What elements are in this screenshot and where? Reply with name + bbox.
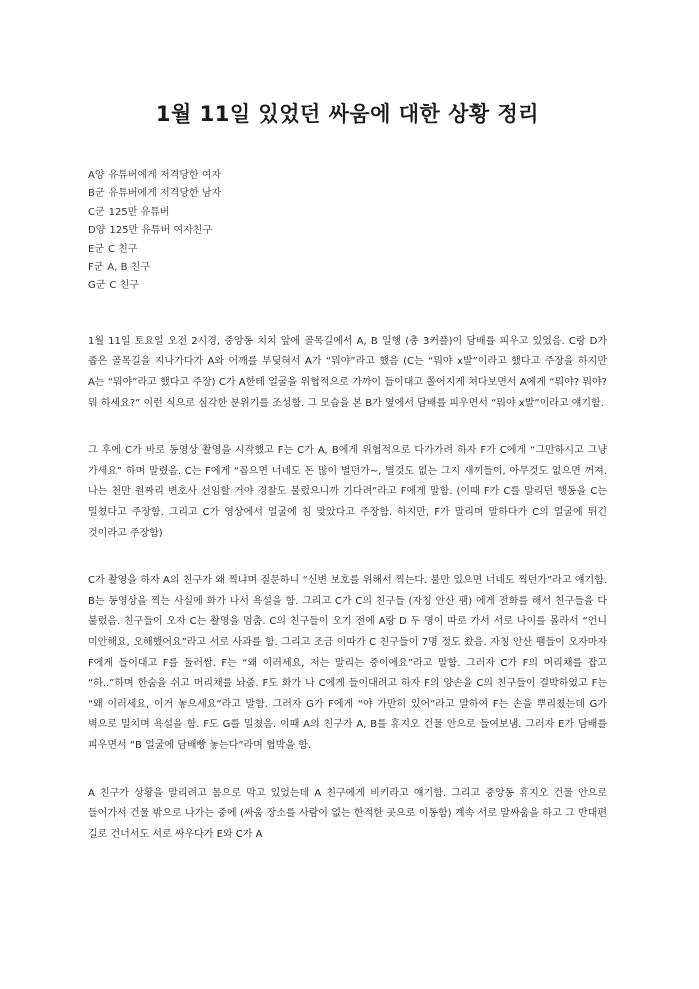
document-title: 1월 11일 있었던 싸움에 대한 상황 정리: [155, 102, 540, 126]
story-body: [88, 332, 607, 845]
cast-who: D양: [88, 225, 106, 237]
cast-who: E군: [88, 243, 104, 255]
cast-who: G군: [88, 280, 106, 292]
cast-list: [88, 167, 607, 296]
cast-item: [88, 222, 607, 240]
paragraph: C가 촬영을 하자 A의 친구가 왜 찍냐며 질문하니 “신변 보호를 위해서 찍는다. 불만 있으면 너네도 찍던가”라고 얘기함. B는 동영상을 찍는 사실에 화가 나서 욕설을 함. 그리고 C가 C의 친구들 (자칭 안산 팸) 에게 전화를 해서 친구들을 다 불렀음. 친구들이 오자 C는 촬영을 멈춤. C의 친구들이 오기 전에 A랑 D 두 명이 따로 가서 서로 나이를 몰라서 “언니 미안해요, 오해했어요”라고 서로 사과를 함. 그리고 조금 이따가 C 친구들이 7명 정도 왔음. 자칭 안산 팸들이 오자마자 F에게 들이대고 F를 둘러쌈. F는 “왜 이러세요, 저는 말리는 중이에요”라고 말함. 그러자 C가 F의 머리채를 잡고 “하..”하며 한숨을 쉬고 머리채를 놔줌. F도 화가 나 C에게 들이대려고 하자 F의 양손을 C의 친구들이 결박하였고 F는 “왜 이러세요, 이거 놓으세요”라고 말함. 그러자 G가 F에게 “야 가만히 있어”라고 말하여 F는 손을 뿌리쳤는데 G가 벽으로 밀치며 욕설을 함. F도 G를 밀쳤음. 이때 A의 친구가 A, B를 휴지오 건물 안으로 들여보냄. 그러자 E가 담배를 피우면서 “B 얼굴에 담배빵 놓는다”라며 협박을 함.: [88, 575, 607, 751]
cast-desc: A, B 친구: [107, 262, 150, 274]
cast-item: [88, 204, 607, 222]
paragraph: 그 후에 C가 바로 동영상 촬영을 시작했고 F는 C가 A, B에게 위협적으로 다가가려 하자 F가 C에게 “그만하시고 그냥 가세요” 하며 말렸음. C는 F에게 “꼽으면 너네도 돈 많이 벌던가~, 별것도 없는 그지 새끼들이, 아무것도 없으면 꺼져. 나는 천만 원짜리 변호사 선임할 거야 경찰도 불렀으니까 기다려”라고 F에게 말함. (이때 F가 C를 말리던 행동을 C는 밀쳤다고 주장함. 그리고 C가 영상에서 얼굴에 침 맞았다고 주장함. 하지만, F가 말리며 말하다가 C의 얼굴에 튀긴 것이라고 주장함): [88, 445, 607, 539]
cast-who: B군: [88, 188, 105, 200]
cast-item: [88, 259, 607, 277]
cast-who: A양: [88, 170, 105, 181]
cast-who: C군: [88, 206, 105, 218]
cast-desc: 125만 유튜버 여자친구: [109, 225, 213, 237]
cast-desc: C 친구: [109, 280, 139, 292]
cast-desc: 유튜버에게 저격당한 남자: [108, 188, 222, 200]
cast-item: [88, 241, 607, 259]
cast-desc: C 친구: [107, 243, 138, 255]
cast-who: F군: [88, 262, 104, 274]
paragraph: A 친구가 상황을 말리려고 몸으로 막고 있었는데 A 친구에게 비키라고 얘기함. 그리고 중앙동 휴지오 건물 안으로 들어가서 건물 밖으로 나가는 중에 (싸움 장소를 사람이 없는 한적한 곳으로 이동함) 계속 서로 말싸움을 하고 그 반대편 길로 건너서도 서로 싸우다가 E와 C가 A: [88, 787, 607, 840]
paragraph: 1월 11일 토요일 오전 2시경, 중앙동 치치 앞에 골목길에서 A, B 일행 (총 3커플)이 담배를 피우고 있었음. C랑 D가 좁은 골목길을 지나가다가 A와 어깨를 부딪혀서 A가 “뭐야”라고 했음 (C는 “뭐야 x발”이라고 했다고 주장을 하지만 A는 “뭐야”라고 했다고 주장) C가 A한테 얼굴을 위협적으로 가까이 들이대고 쫄어지게 쳐다보면서 A에게 “뭐야? 뭐야? 뭐 하세요?” 이런 식으로 심각한 분위기를 조성함. 그 모습을 본 B가 옆에서 담배를 피우면서 “뭐야 x발”이라고 얘기함.: [88, 335, 607, 409]
cast-item: [88, 167, 607, 185]
cast-item: [88, 277, 607, 295]
cast-desc: 125만 유튜버: [108, 206, 170, 218]
cast-desc: 유튜버에게 저격당한 여자: [108, 170, 222, 181]
cast-item: [88, 185, 607, 203]
